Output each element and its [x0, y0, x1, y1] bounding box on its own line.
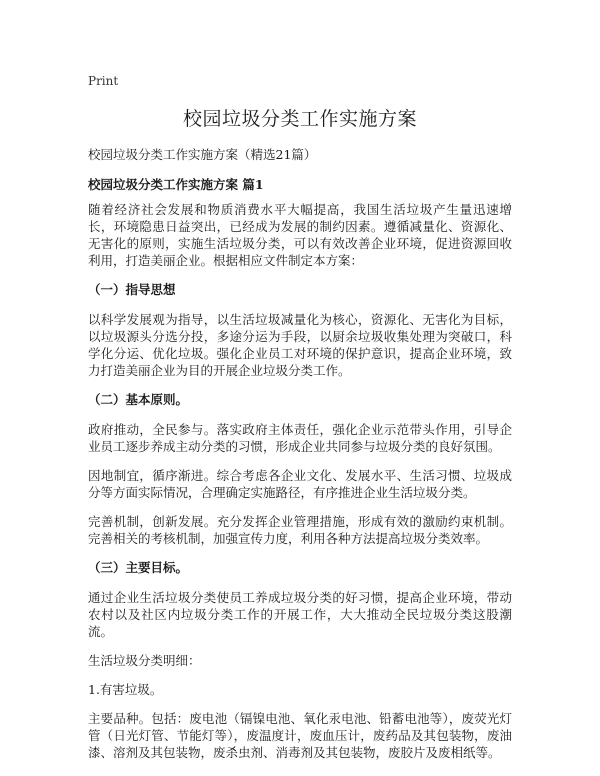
section-main-goals-body: 通过企业生活垃圾分类使员工养成垃圾分类的好习惯，提高企业环境，带动农村以及社区内垃圾分类工作的开展工作，大大推动全民垃圾分类这股潮流。 [88, 590, 512, 639]
intro-paragraph: 随着经济社会发展和物质消费水平大幅提高，我国生活垃圾产生量迅速增长，环境隐患日益突出，已经成为发展的制约因素。遵循减量化、资源化、无害化的原则，实施生活垃圾分类，可以有效改善企业环境，促进资源回收利用，打造美丽企业。根据相应文件制定本方案： [88, 202, 512, 268]
section-guiding-ideology-body: 以科学发展观为指导，以生活垃圾减量化为核心，资源化、无害化为目标，以垃圾源头分选分投，多途分运为手段，以厨余垃圾收集处理为突破口，科学化分运、优化垃圾。强化企业员工对环境的保护意识，提高企业环境，致力打造美丽企业为目的开展企业垃圾分类工作。 [88, 312, 512, 378]
principle-paragraph: 完善机制，创新发展。充分发挥企业管理措施，形成有效的激励约束机制。完善相关的考核机制，加强宣传力度，利用各种方法提高垃圾分类效率。 [88, 514, 512, 546]
hazardous-waste-heading: 1.有害垃圾。 [88, 682, 163, 697]
section-basic-principles-title: （二）基本原则。 [88, 392, 189, 407]
article-heading: 校园垃圾分类工作实施方案 篇1 [88, 177, 264, 192]
principle-paragraph: 因地制宜，循序渐进。综合考虑各企业文化、发展水平、生活习惯、垃圾成分等方面实际情况，合理确定实施路径，有序推进企业生活垃圾分类。 [88, 468, 512, 500]
page-title: 校园垃圾分类工作实施方案 [182, 108, 417, 130]
principle-paragraph: 政府推动，全民参与。落实政府主体责任，强化企业示范带头作用，引导企业员工逐步养成主动分类的习惯，形成企业共同参与垃圾分类的良好氛围。 [88, 422, 512, 454]
section-main-goals-title: （三）主要目标。 [88, 560, 189, 575]
print-link[interactable]: Print [88, 74, 119, 88]
hazardous-waste-body: 主要品种。包括：废电池（镉镍电池、氧化汞电池、铅蓄电池等），废荧光灯管（日光灯管、节能灯等），废温度计，废血压计，废药品及其包装物，废油漆、溶剂及其包装物，废杀虫剂、消毒剂及其包装物，废胶片及废相纸等。 [88, 711, 512, 760]
classification-detail-heading: 生活垃圾分类明细： [88, 653, 201, 668]
section-guiding-ideology-title: （一）指导思想 [88, 282, 176, 297]
document-subtitle: 校园垃圾分类工作实施方案（精选21篇） [88, 147, 317, 162]
